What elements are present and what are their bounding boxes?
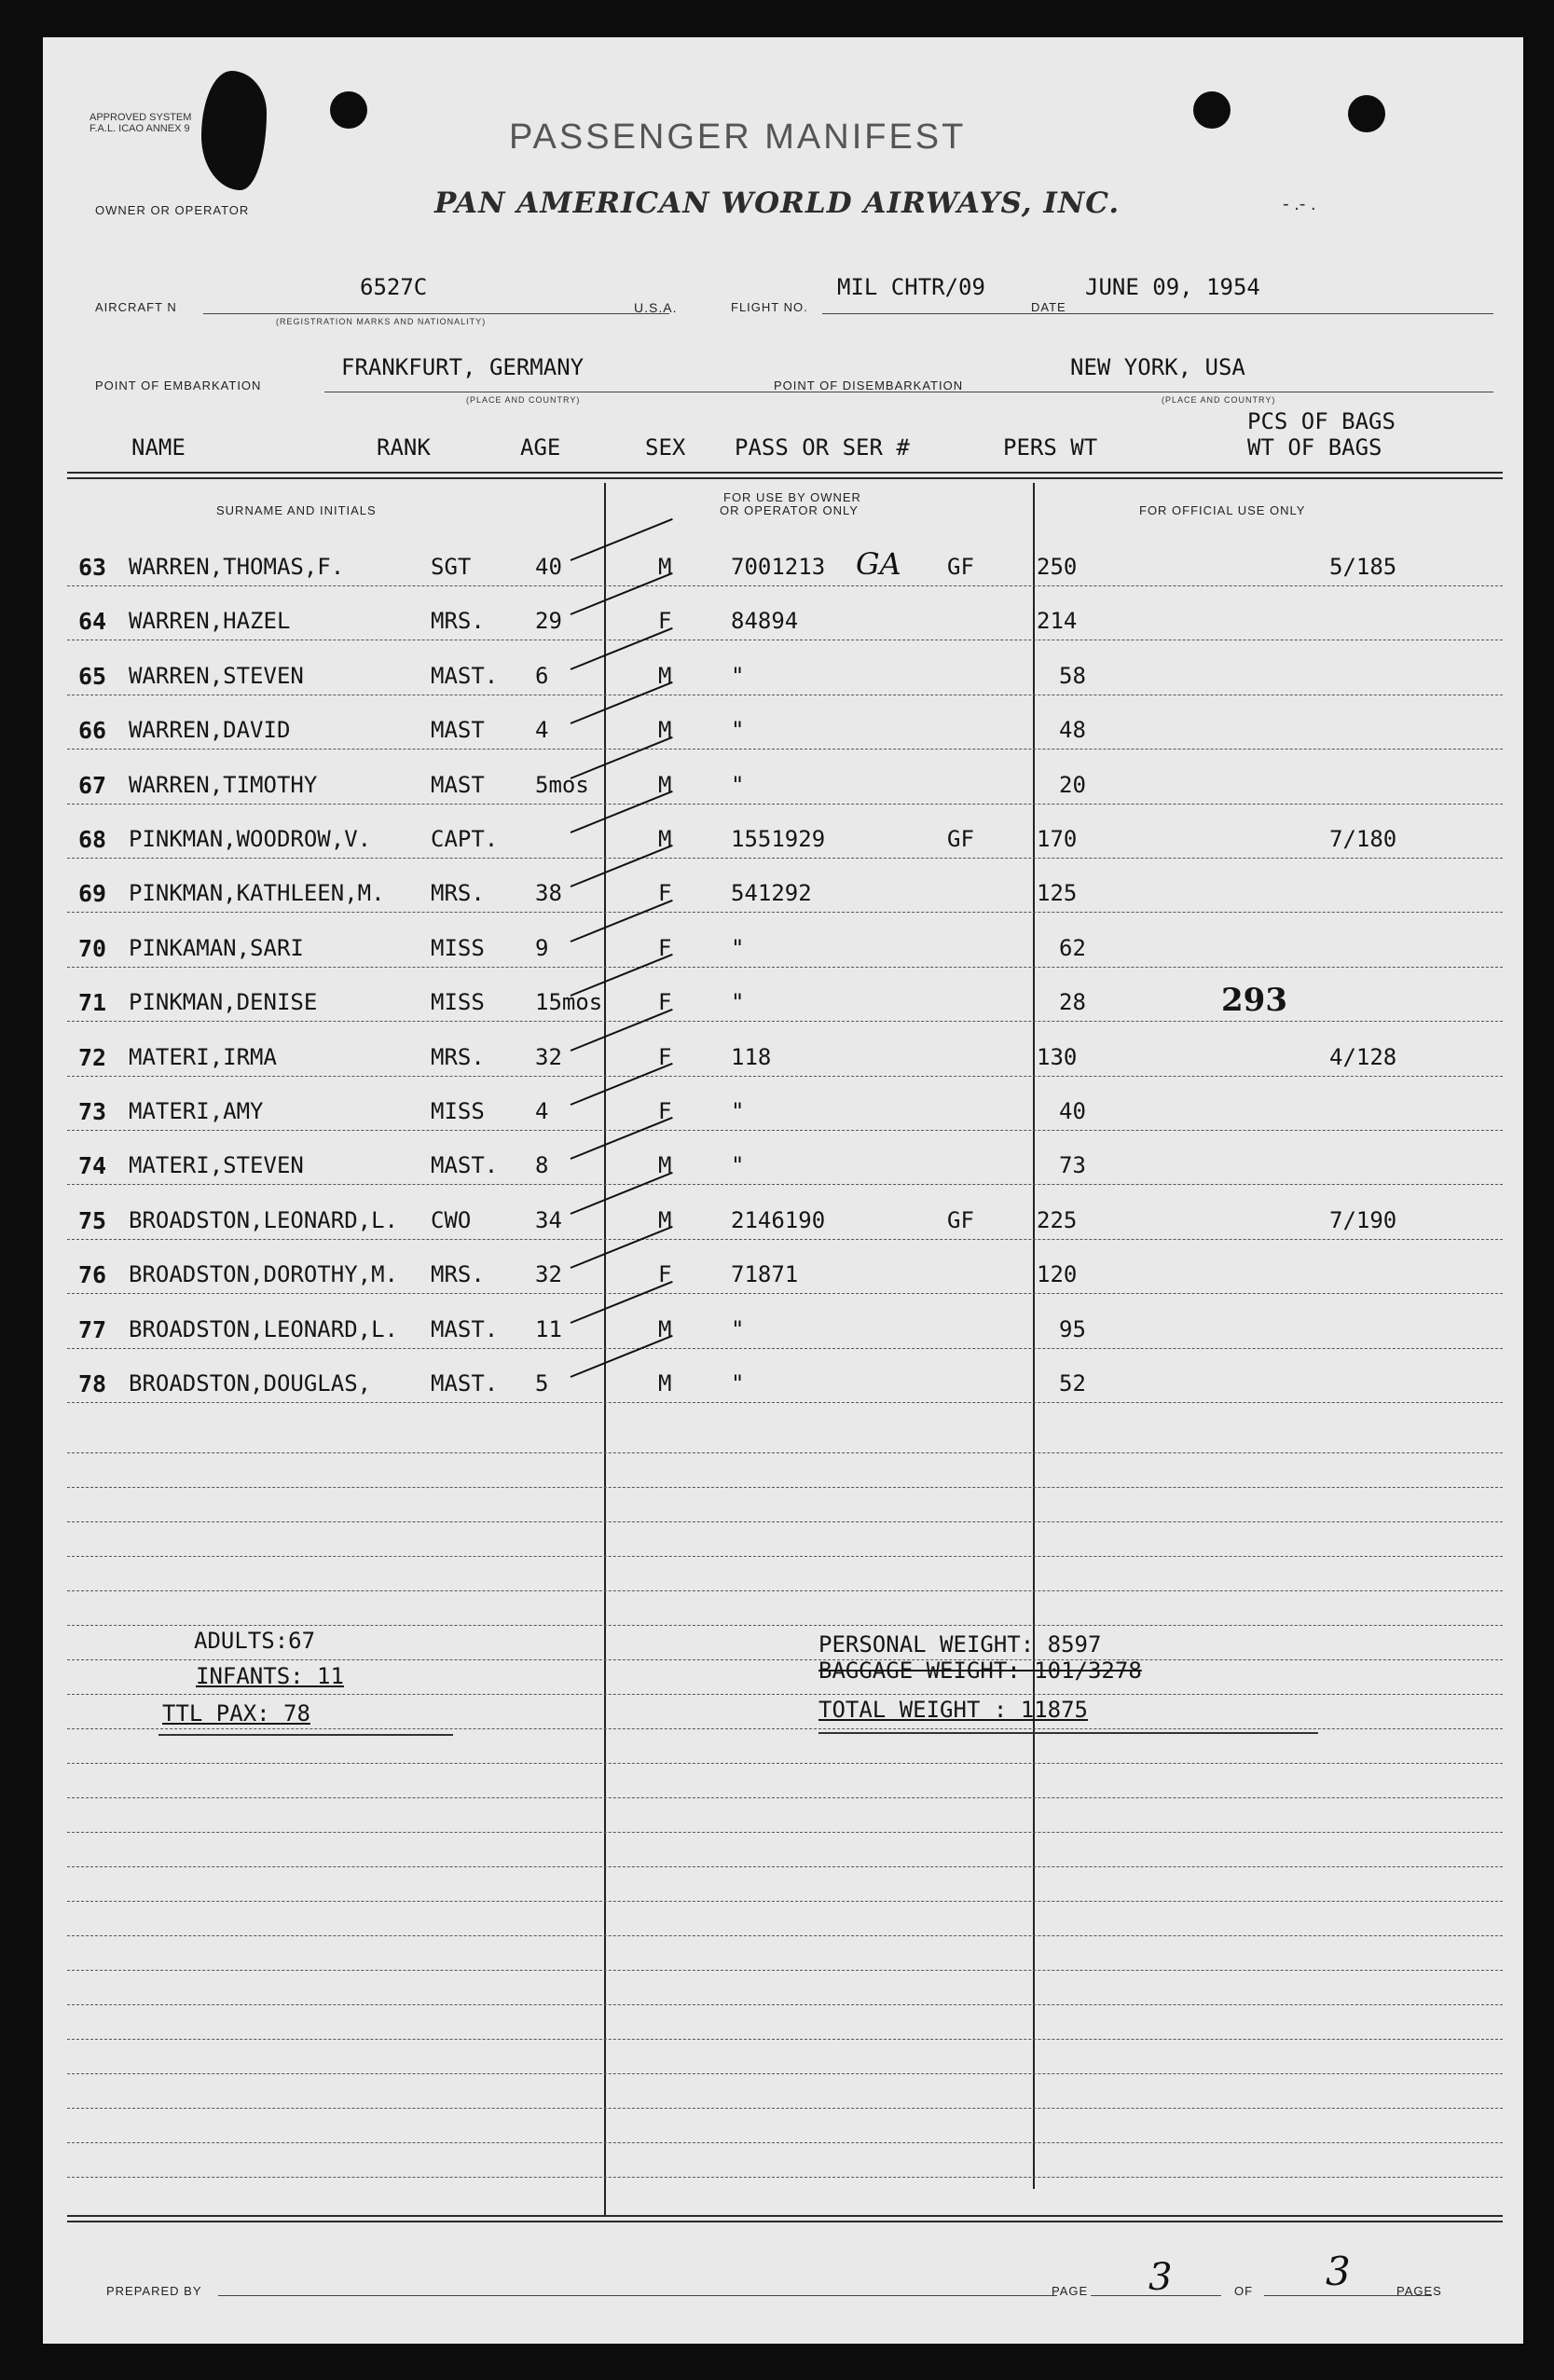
row-number: 68	[78, 826, 107, 853]
personal-weight-value: 95	[1059, 1315, 1086, 1342]
row-number: 67	[78, 771, 107, 799]
col-pers-wt: PERS WT	[1003, 434, 1098, 461]
prepared-by-label: PREPARED BY	[106, 2284, 202, 2298]
passenger-sex: M	[658, 1315, 672, 1342]
passport-number: 118	[731, 1043, 772, 1070]
embark-value: FRANKFURT, GERMANY	[341, 354, 584, 380]
passenger-name: WARREN,TIMOTHY	[129, 771, 318, 798]
passenger-sex: F	[658, 1261, 672, 1288]
blank-rule	[67, 1625, 1503, 1626]
blank-rule	[67, 1556, 1503, 1557]
row-rule	[67, 585, 1503, 586]
personal-weight-value: 125	[1037, 880, 1078, 907]
table-row	[43, 922, 1523, 976]
operator-name: PAN AMERICAN WORLD AIRWAYS, INC.	[434, 186, 1121, 220]
row-rule	[67, 1239, 1503, 1240]
passport-number: 71871	[731, 1261, 799, 1288]
passenger-sex: M	[658, 662, 672, 689]
passenger-name: MATERI,IRMA	[129, 1043, 277, 1070]
aircraft-label: AIRCRAFT N	[95, 300, 177, 314]
passenger-age: 29	[535, 608, 562, 635]
owner-use-line2: OR OPERATOR ONLY	[720, 503, 859, 517]
date-label: DATE	[1031, 300, 1066, 314]
row-rule	[67, 749, 1503, 750]
table-row	[43, 976, 1523, 1030]
row-rule	[67, 1184, 1503, 1185]
passenger-age: 8	[535, 1152, 549, 1179]
row-rule	[67, 967, 1503, 968]
page-label: PAGE	[1052, 2284, 1089, 2298]
blank-rule	[67, 1694, 1503, 1695]
total-weight: TOTAL WEIGHT : 11875	[818, 1697, 1088, 1723]
passenger-name: WARREN,THOMAS,F.	[129, 554, 345, 580]
passenger-rank: MISS	[431, 934, 485, 961]
blank-rule	[67, 2142, 1503, 2143]
passenger-sex: F	[658, 880, 672, 907]
passenger-rank: MISS	[431, 989, 485, 1016]
row-number: 69	[78, 880, 107, 908]
passenger-age: 32	[535, 1043, 562, 1070]
table-row	[43, 1139, 1523, 1193]
owner-use-line1: FOR USE BY OWNER	[723, 490, 861, 504]
blank-rule	[67, 2108, 1503, 2109]
flight-value: MIL CHTR/09	[837, 274, 985, 300]
table-row	[43, 595, 1523, 649]
personal-weight-value: 120	[1037, 1261, 1078, 1288]
passenger-age: 11	[535, 1315, 562, 1342]
passport-number: "	[731, 989, 745, 1016]
col-name: NAME	[131, 434, 186, 461]
punch-hole-left	[330, 91, 367, 129]
passport-number: "	[731, 1370, 745, 1396]
passenger-sex: M	[658, 771, 672, 798]
passenger-age: 4	[535, 717, 549, 744]
ttl-pax-total: TTL PAX: 78	[162, 1700, 310, 1727]
ink-smudge	[201, 71, 267, 190]
row-number: 75	[78, 1206, 107, 1234]
blank-rule	[67, 2073, 1503, 2074]
passenger-sex: M	[658, 826, 672, 852]
blank-rule	[67, 1452, 1503, 1453]
passenger-rank: MRS.	[431, 608, 485, 635]
row-number: 64	[78, 608, 107, 636]
blank-rule	[67, 2039, 1503, 2040]
passenger-sex: M	[658, 1370, 672, 1396]
personal-weight-value: 58	[1059, 662, 1086, 689]
row-number: 77	[78, 1315, 107, 1343]
page-number: 3	[1148, 2256, 1173, 2299]
passenger-name: WARREN,HAZEL	[129, 608, 291, 635]
table-row	[43, 1248, 1523, 1302]
row-number: 76	[78, 1261, 107, 1289]
passport-number: 84894	[731, 608, 799, 635]
passport-number: 2146190	[731, 1206, 826, 1233]
operator-mark: - .- .	[1283, 194, 1316, 214]
row-rule	[67, 1130, 1503, 1131]
blank-rule	[67, 1832, 1503, 1833]
passport-number: "	[731, 771, 745, 798]
passenger-rank: MAST.	[431, 662, 499, 689]
personal-weight-value: 130	[1037, 1043, 1078, 1070]
bags-value: 293	[1221, 982, 1287, 1020]
table-row	[43, 813, 1523, 867]
blank-rule	[67, 2004, 1503, 2005]
passenger-rank: CAPT.	[431, 826, 499, 852]
pages-label: PAGES	[1396, 2284, 1442, 2298]
passenger-age: 40	[535, 554, 562, 580]
passenger-code: GF	[947, 1206, 974, 1233]
row-number: 66	[78, 717, 107, 745]
passenger-name: BROADSTON,DOUGLAS,	[129, 1370, 372, 1396]
personal-weight-value: 225	[1037, 1206, 1078, 1233]
personal-weight-value: 48	[1059, 717, 1086, 744]
col-age: AGE	[520, 434, 561, 461]
passenger-name: PINKAMAN,SARI	[129, 934, 304, 961]
table-row	[43, 704, 1523, 758]
passport-number: "	[731, 1152, 745, 1179]
passenger-sex: F	[658, 989, 672, 1016]
col-rank: RANK	[377, 434, 431, 461]
date-value: JUNE 09, 1954	[1085, 274, 1260, 300]
passport-number: 7001213	[731, 554, 826, 580]
passenger-sex: M	[658, 1152, 672, 1179]
personal-weight: PERSONAL WEIGHT: 8597	[818, 1631, 1102, 1658]
blank-rule	[67, 1728, 1503, 1729]
passport-number: "	[731, 1315, 745, 1342]
personal-weight-value: 62	[1059, 934, 1086, 961]
row-number: 78	[78, 1370, 107, 1397]
row-rule	[67, 1402, 1503, 1403]
passport-number: 1551929	[731, 826, 826, 852]
passenger-name: MATERI,STEVEN	[129, 1152, 304, 1179]
blank-rule	[67, 1935, 1503, 1936]
passenger-age: 34	[535, 1206, 562, 1233]
passenger-age: 32	[535, 1261, 562, 1288]
blank-rule	[67, 1901, 1503, 1902]
col-sex: SEX	[645, 434, 686, 461]
blank-rule	[67, 1590, 1503, 1591]
passenger-sex: F	[658, 608, 672, 635]
blank-rule	[67, 1763, 1503, 1764]
passport-number: "	[731, 934, 745, 961]
passenger-rank: MAST	[431, 717, 485, 744]
table-row	[43, 1194, 1523, 1248]
owner-label: OWNER OR OPERATOR	[95, 203, 250, 217]
personal-weight-value: 28	[1059, 989, 1086, 1016]
passenger-name: BROADSTON,LEONARD,L.	[129, 1315, 398, 1342]
passenger-rank: MISS	[431, 1098, 485, 1124]
passenger-age: 5	[535, 1370, 549, 1396]
passenger-rank: MRS.	[431, 1261, 485, 1288]
personal-weight-value: 73	[1059, 1152, 1086, 1179]
passenger-name: PINKMAN,WOODROW,V.	[129, 826, 372, 852]
flight-label: FLIGHT NO.	[731, 300, 808, 314]
form-title: PASSENGER MANIFEST	[509, 117, 967, 157]
passenger-sex: F	[658, 1043, 672, 1070]
blank-rule	[67, 1659, 1503, 1660]
passenger-sex: M	[658, 717, 672, 744]
passenger-age: 4	[535, 1098, 549, 1124]
blank-rule	[67, 1970, 1503, 1971]
passport-number: 541292	[731, 880, 812, 907]
disembark-sublabel: (PLACE AND COUNTRY)	[1162, 395, 1276, 405]
row-number: 73	[78, 1098, 107, 1125]
blank-rule	[67, 1521, 1503, 1522]
passenger-sex: F	[658, 1098, 672, 1124]
table-row	[43, 759, 1523, 813]
personal-weight-value: 170	[1037, 826, 1078, 852]
table-row	[43, 541, 1523, 595]
official-use-label: FOR OFFICIAL USE ONLY	[1139, 503, 1306, 517]
row-rule	[67, 1293, 1503, 1294]
passenger-rank: MAST.	[431, 1315, 499, 1342]
passport-number: "	[731, 662, 745, 689]
bags-value: 7/180	[1329, 826, 1397, 852]
blank-rule	[67, 1866, 1503, 1867]
personal-weight-value: 250	[1037, 554, 1078, 580]
passenger-age: 38	[535, 880, 562, 907]
passenger-sex: M	[658, 1206, 672, 1233]
blank-rule	[67, 2177, 1503, 2178]
passenger-rank: MRS.	[431, 880, 485, 907]
table-row	[43, 1303, 1523, 1357]
row-number: 72	[78, 1043, 107, 1071]
passenger-rank: SGT	[431, 554, 472, 580]
surname-sublabel: SURNAME AND INITIALS	[216, 503, 377, 517]
table-row	[43, 1085, 1523, 1139]
personal-weight-value: 52	[1059, 1370, 1086, 1396]
punch-hole-middle	[1193, 91, 1231, 129]
bags-value: 5/185	[1329, 554, 1397, 580]
passenger-age: 9	[535, 934, 549, 961]
infants-total: INFANTS: 11	[196, 1663, 344, 1689]
approval-text: APPROVED SYSTEM F.A.L. ICAO ANNEX 9	[89, 112, 192, 134]
disembark-label: POINT OF DISEMBARKATION	[774, 378, 964, 392]
passenger-sex: M	[658, 554, 672, 580]
row-number: 65	[78, 662, 107, 690]
bags-value: 4/128	[1329, 1043, 1397, 1070]
table-row	[43, 1031, 1523, 1085]
page-total: 3	[1326, 2249, 1351, 2294]
passport-number: "	[731, 717, 745, 744]
row-rule	[67, 1348, 1503, 1349]
blank-rule	[67, 1487, 1503, 1488]
bags-value: 7/190	[1329, 1206, 1397, 1233]
passenger-name: WARREN,DAVID	[129, 717, 291, 744]
row-number: 63	[78, 554, 107, 581]
personal-weight-value: 20	[1059, 771, 1086, 798]
baggage-weight: BAGGAGE WEIGHT: 101/3278	[818, 1658, 1142, 1684]
table-row	[43, 1357, 1523, 1411]
passenger-rank: MAST.	[431, 1370, 499, 1396]
row-number: 70	[78, 934, 107, 962]
blank-rule	[67, 1797, 1503, 1798]
row-rule	[67, 1021, 1503, 1022]
passenger-name: PINKMAN,KATHLEEN,M.	[129, 880, 385, 907]
nationality: U.S.A.	[634, 300, 678, 315]
col-pass: PASS OR SER #	[735, 434, 910, 461]
passenger-sex: F	[658, 934, 672, 961]
passenger-code: GF	[947, 826, 974, 852]
passport-number: "	[731, 1098, 745, 1124]
aircraft-sublabel: (REGISTRATION MARKS AND NATIONALITY)	[276, 317, 487, 326]
row-rule	[67, 858, 1503, 859]
passenger-rank: CWO	[431, 1206, 472, 1233]
passenger-code: GF	[947, 554, 974, 580]
hand-mark: GA	[856, 546, 901, 582]
table-row	[43, 650, 1523, 704]
passenger-age: 5mos	[535, 771, 589, 798]
passenger-name: BROADSTON,DOROTHY,M.	[129, 1261, 398, 1288]
adults-total: ADULTS:67	[194, 1628, 316, 1654]
personal-weight-value: 40	[1059, 1098, 1086, 1124]
personal-weight-value: 214	[1037, 608, 1078, 635]
passenger-name: MATERI,AMY	[129, 1098, 264, 1124]
col-wt-bags: WT OF BAGS	[1247, 434, 1382, 461]
passenger-rank: MRS.	[431, 1043, 485, 1070]
passenger-rank: MAST.	[431, 1152, 499, 1179]
aircraft-value: 6527C	[360, 274, 428, 300]
row-number: 74	[78, 1152, 107, 1180]
embark-sublabel: (PLACE AND COUNTRY)	[466, 395, 581, 405]
passenger-name: WARREN,STEVEN	[129, 662, 304, 689]
passenger-name: PINKMAN,DENISE	[129, 989, 318, 1016]
passenger-age: 15mos	[535, 989, 603, 1016]
table-row	[43, 867, 1523, 921]
embark-label: POINT OF EMBARKATION	[95, 378, 262, 392]
row-rule	[67, 912, 1503, 913]
disembark-value: NEW YORK, USA	[1070, 354, 1245, 380]
manifest-page	[43, 37, 1523, 2344]
passenger-rank: MAST	[431, 771, 485, 798]
row-rule	[67, 1076, 1503, 1077]
punch-hole-right	[1348, 95, 1385, 132]
col-pcs-bags: PCS OF BAGS	[1247, 408, 1396, 434]
passenger-name: BROADSTON,LEONARD,L.	[129, 1206, 398, 1233]
row-rule	[67, 804, 1503, 805]
row-number: 71	[78, 989, 107, 1017]
of-label: OF	[1234, 2284, 1254, 2298]
passenger-age: 6	[535, 662, 549, 689]
